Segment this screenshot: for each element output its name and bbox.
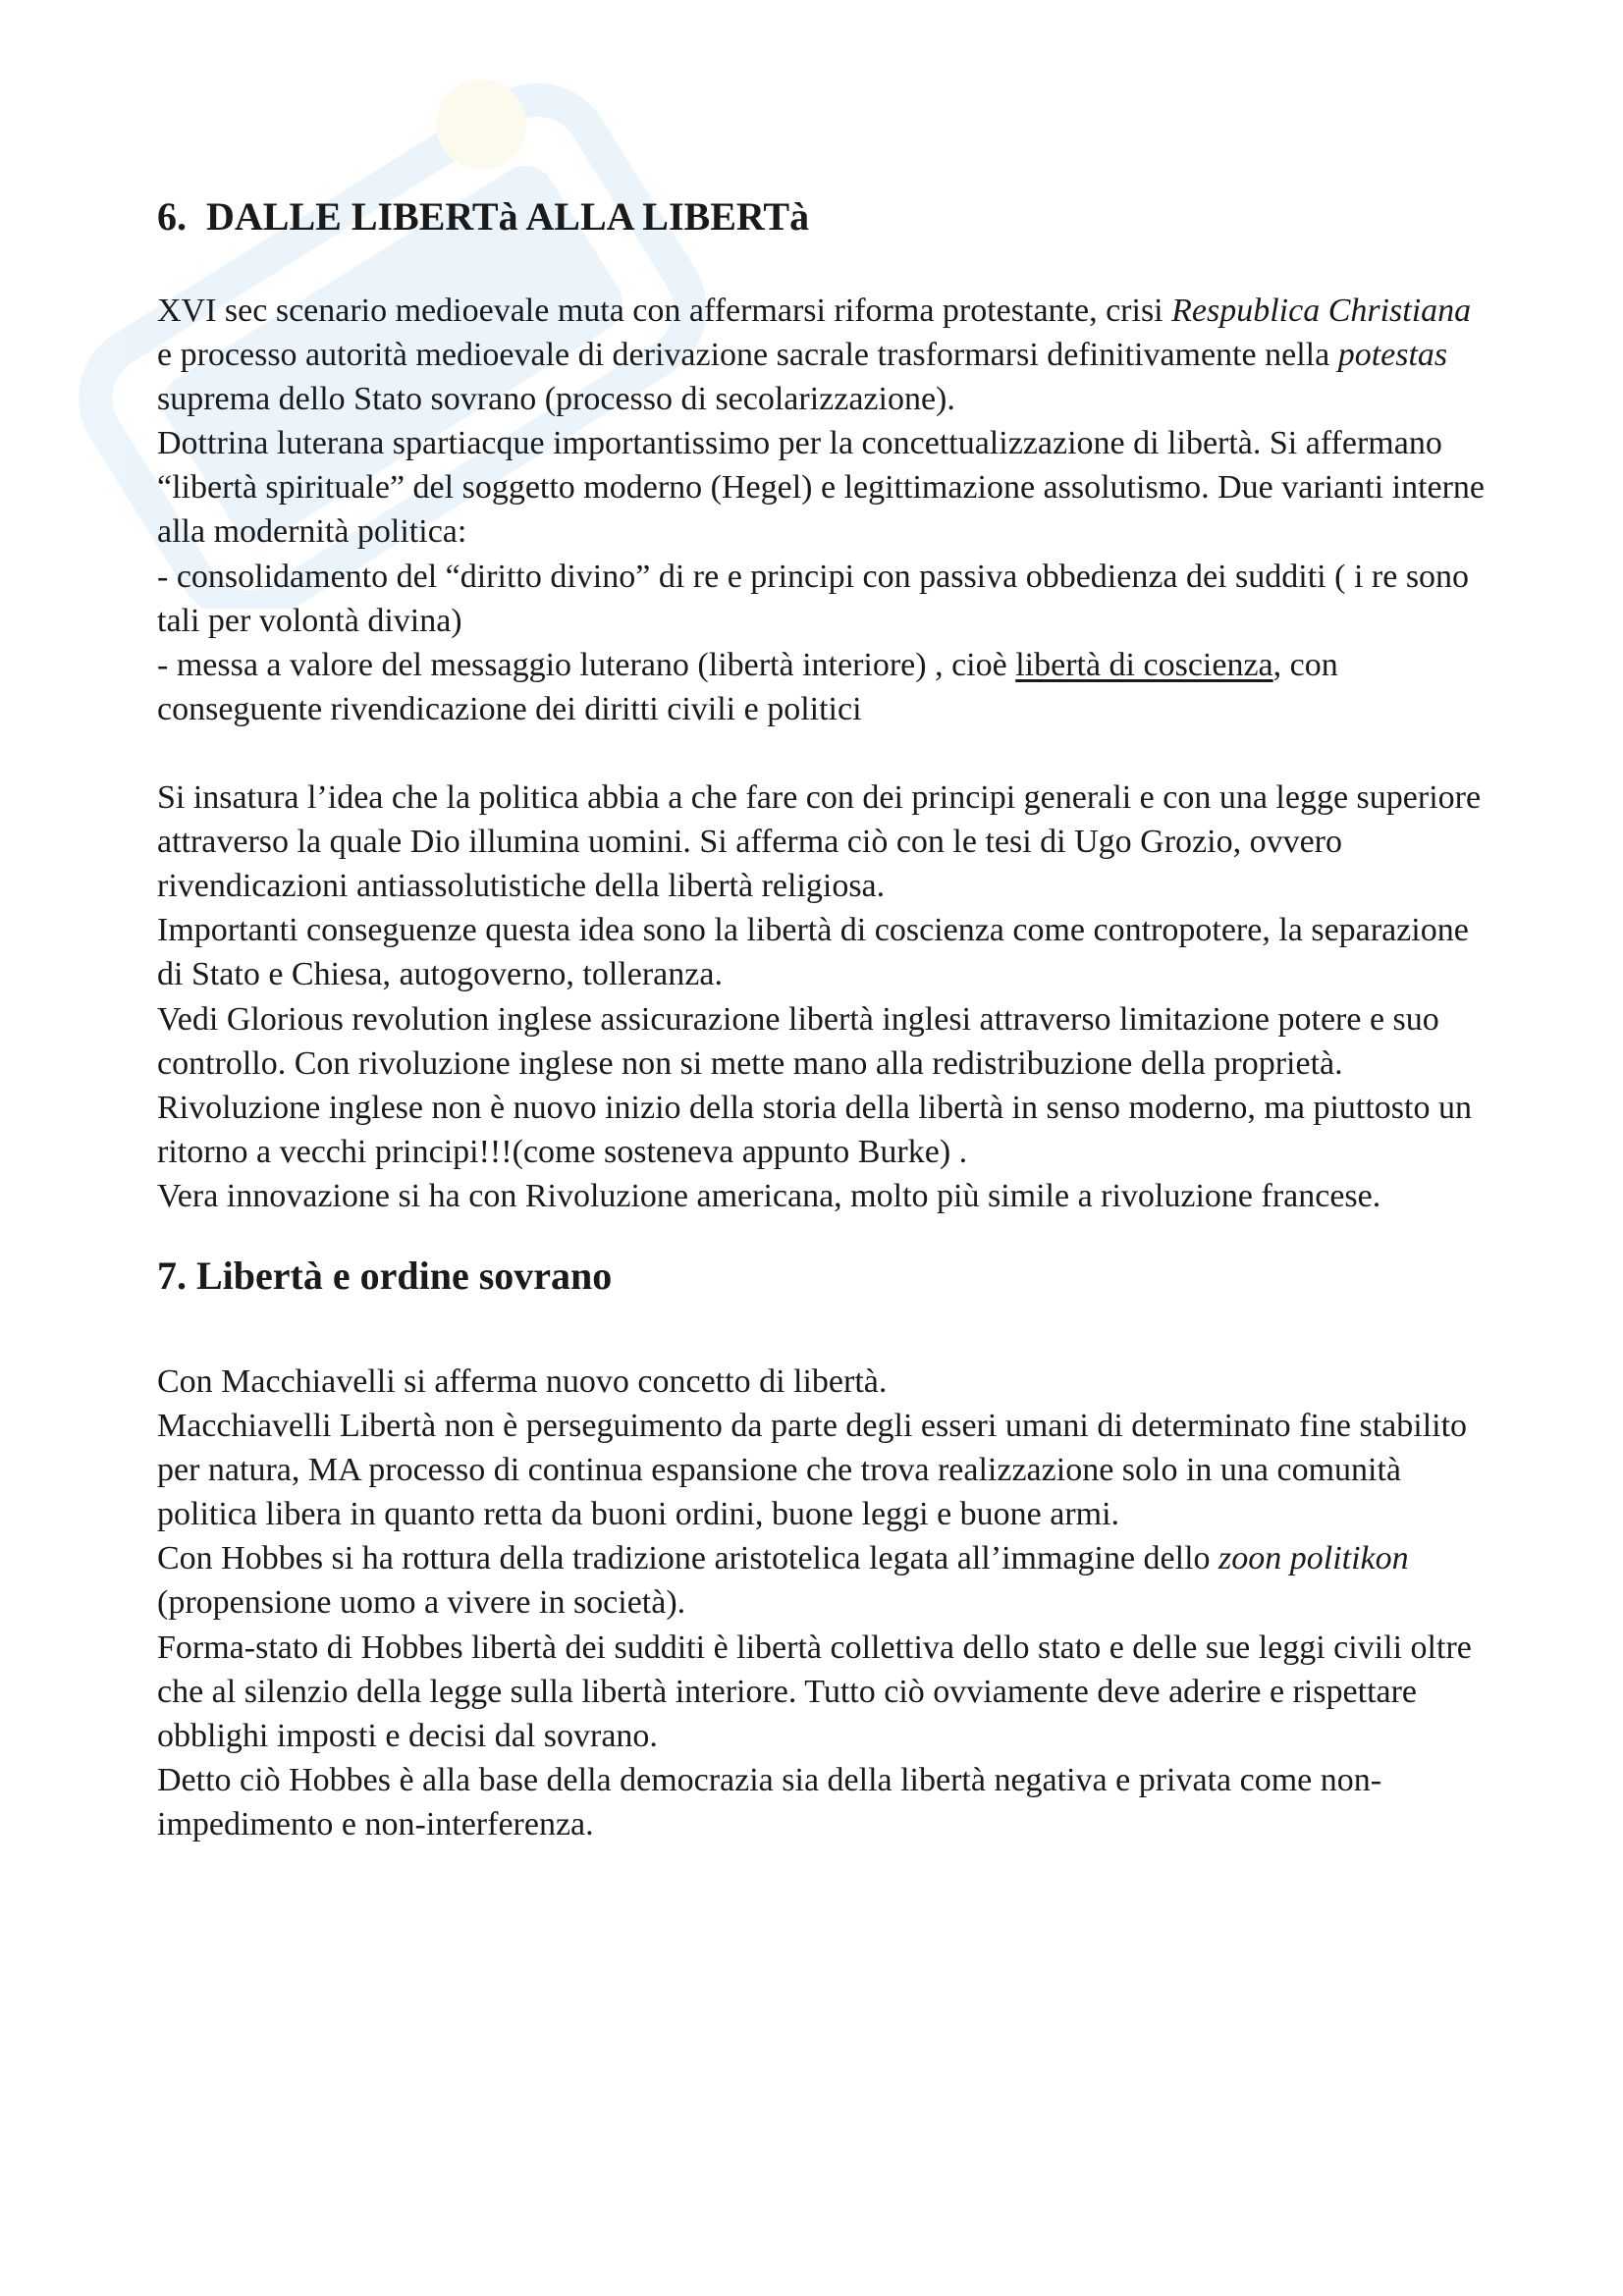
text-run: XVI sec scenario medioevale muta con affermarsi riforma protestante, crisi <box>157 293 1172 329</box>
paragraph <box>157 1360 1492 1404</box>
paragraph <box>157 1404 1492 1536</box>
document-page <box>157 194 1492 1846</box>
paragraph <box>157 1174 1492 1218</box>
paragraph <box>157 1758 1492 1846</box>
watermark-accent-dot <box>419 62 544 187</box>
paragraph <box>157 908 1492 996</box>
text-run: Detto ciò Hobbes è alla base della democrazia sia della libertà negativa e privata come non-impedimento e non-interferenza. <box>157 1761 1382 1842</box>
text-run: , con conseguente rivendicazione dei diritti civili e politici <box>157 646 1338 727</box>
paragraph <box>157 1536 1492 1625</box>
italic-term: zoon politikon <box>1218 1540 1409 1577</box>
section-7-heading: 7. Libertà e ordine sovrano <box>157 1253 613 1298</box>
section-6-body <box>157 289 1492 1218</box>
text-run: Dottrina luterana spartiacque importantissimo per la concettualizzazione di libertà. Si affermano “libertà spirituale” del soggetto moderno (Hegel) e legittimazione assolutismo. Due varianti interne alla modernità politica: <box>157 425 1486 551</box>
paragraph <box>157 421 1492 554</box>
text-run: e processo autorità medioevale di derivazione sacrale trasformarsi definitivamente nella <box>157 337 1338 374</box>
section-6-heading: 6. DALLE LIBERTà ALLA LIBERTà <box>157 194 810 239</box>
paragraph <box>157 997 1492 1174</box>
text-run: Forma-stato di Hobbes libertà dei sudditi è libertà collettiva dello stato e delle sue leggi civili oltre che al silenzio della legge sulla libertà interiore. Tutto ciò ovviamente deve aderire e rispettare obblighi imposti e decisi dal sovrano. <box>157 1629 1472 1754</box>
text-run: - consolidamento del “diritto divino” di re e principi con passiva obbedienza dei sudditi ( i re sono tali per volontà divina) <box>157 558 1470 639</box>
text-run: Macchiavelli Libertà non è perseguimento da parte degli esseri umani di determinato fine stabilito per natura, MA processo di continua espansione che trova realizzazione solo in una comunità politica libera in quanto retta da buoni ordini, buone leggi e buone armi. <box>157 1408 1468 1533</box>
paragraph <box>157 1626 1492 1758</box>
italic-term: potestas <box>1337 337 1448 374</box>
text-run: Importanti conseguenze questa idea sono la libertà di coscienza come contropotere, la separazione di Stato e Chiesa, autogoverno, tolleranza. <box>157 912 1469 993</box>
text-run: - messa a valore del messaggio luterano (libertà interiore) , cioè <box>157 646 1016 683</box>
paragraph <box>157 775 1492 908</box>
paragraph <box>157 555 1492 643</box>
text-run: Vedi Glorious revolution inglese assicurazione libertà inglesi attraverso limitazione potere e suo controllo. Con rivoluzione inglese non si mette mano alla redistribuzione della proprietà. Rivoluzione inglese non è nuovo inizio della storia della libertà in senso moderno, ma piuttosto un ritorno a vecchi principi!!!(come sosteneva appunto Burke) . <box>157 1000 1472 1170</box>
text-run: Con Macchiavelli si afferma nuovo concetto di libertà. <box>157 1362 888 1400</box>
text-run: Con Hobbes si ha rottura della tradizione aristotelica legata all’immagine dello <box>157 1540 1219 1577</box>
text-run: suprema dello Stato sovrano (processo di secolarizzazione). <box>157 381 955 418</box>
text-run: Si insatura l’idea che la politica abbia a che fare con dei principi generali e con una legge superiore attraverso la quale Dio illumina uomini. Si afferma ciò con le tesi di Ugo Grozio, ovvero rivendicazioni antiassolutistiche della libertà religiosa. <box>157 779 1482 905</box>
underlined-term: libertà di coscienza <box>1015 646 1273 683</box>
italic-term: Respublica Christiana <box>1171 293 1472 329</box>
text-run: Vera innovazione si ha con Rivoluzione americana, molto più simile a rivoluzione francese. <box>157 1177 1381 1214</box>
text-run: (propensione uomo a vivere in società). <box>157 1584 686 1622</box>
section-7-body <box>157 1360 1492 1846</box>
paragraph <box>157 643 1492 731</box>
paragraph <box>157 289 1492 421</box>
paragraph-spacer <box>157 731 1492 775</box>
